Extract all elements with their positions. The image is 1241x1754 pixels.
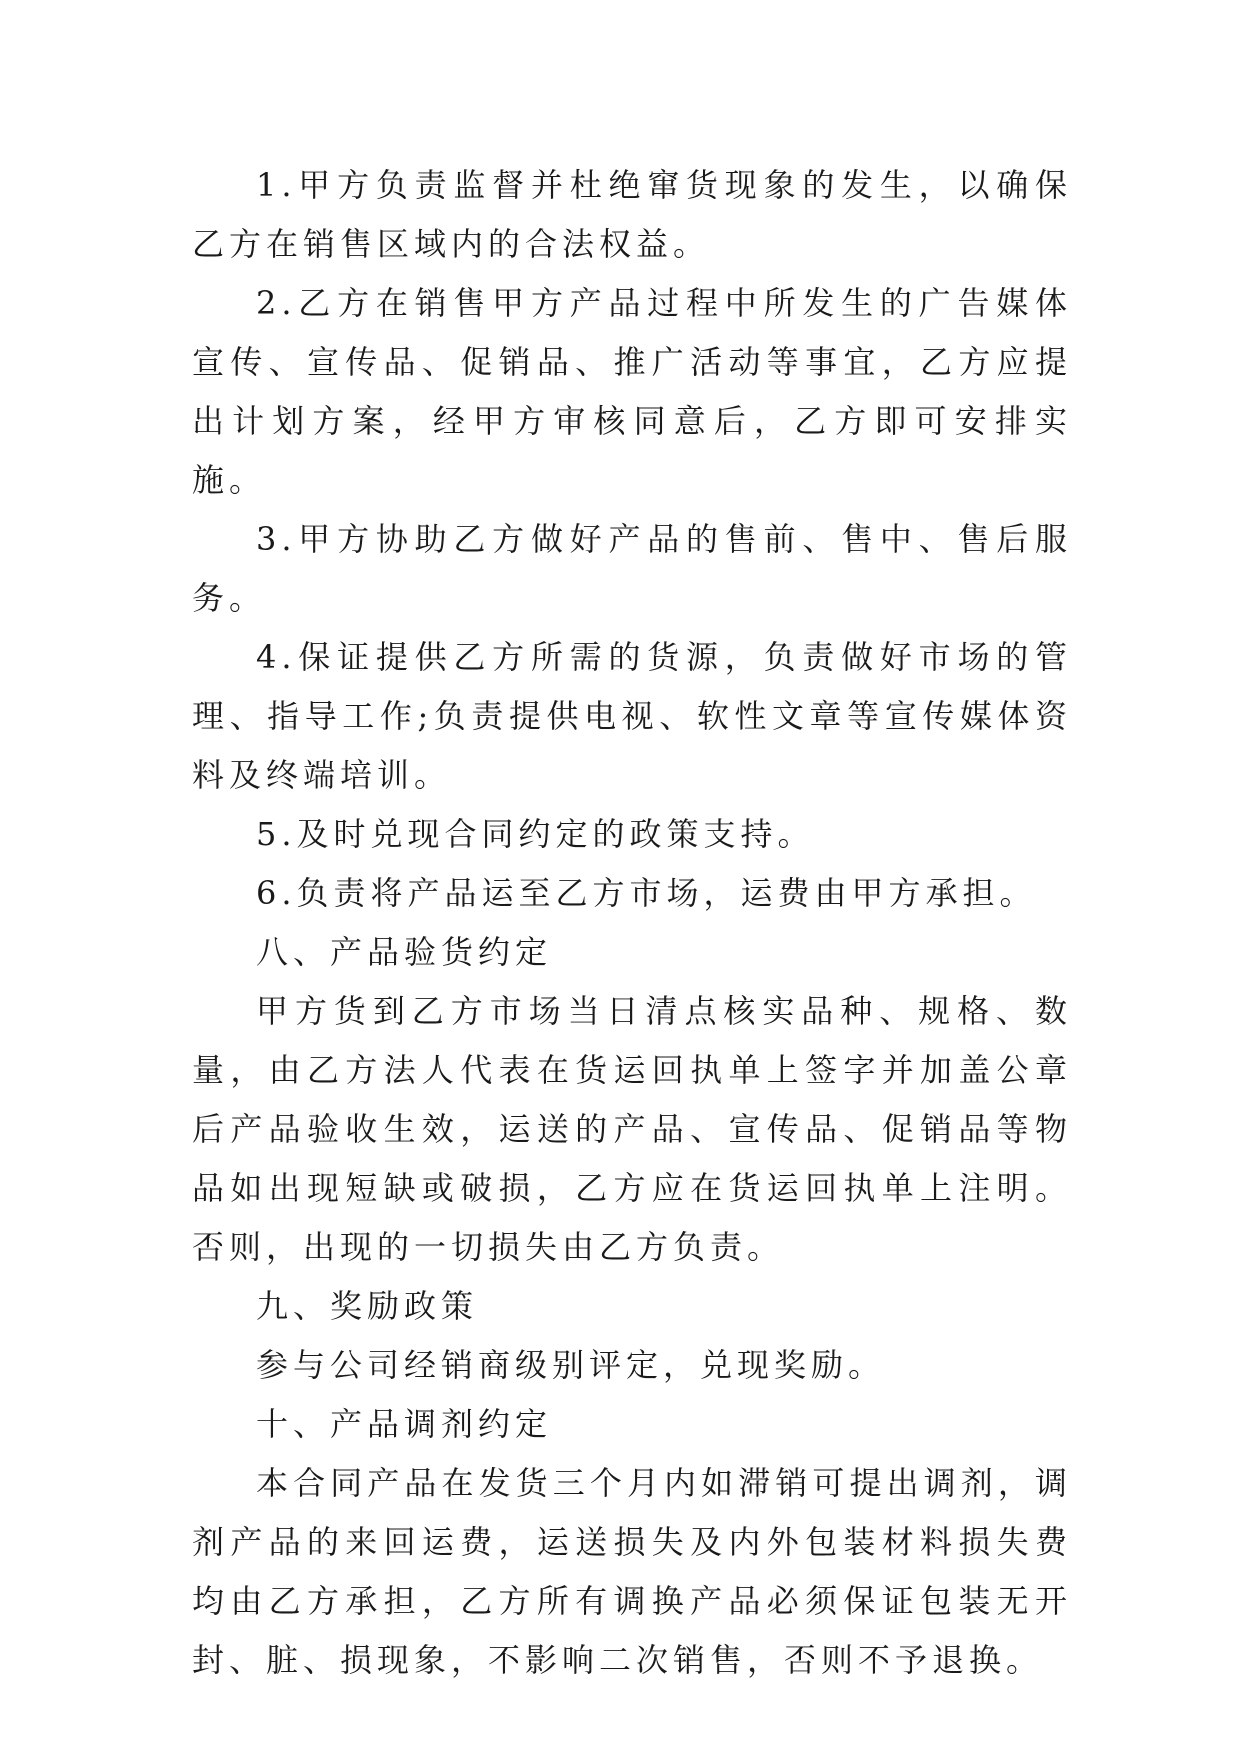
clause-4: 4.保证提供乙方所需的货源，负责做好市场的管理、指导工作;负责提供电视、软性文章等宣传媒体资料及终端培训。 (192, 638, 1072, 794)
clause-5: 5.及时兑现合同约定的政策支持。 (256, 815, 815, 853)
section-10-body: 本合同产品在发货三个月内如滞销可提出调剂，调剂产品的来回运费，运送损失及内外包装材料损失费均由乙方承担，乙方所有调换产品必须保证包装无开封、脏、损现象，不影响二次销售，否则不予退换。 (192, 1464, 1072, 1679)
document-body (192, 156, 1072, 1690)
clause-2: 2.乙方在销售甲方产品过程中所发生的广告媒体宣传、宣传品、促销品、推广活动等事宜，乙方应提出计划方案，经甲方审核同意后，乙方即可安排实施。 (192, 284, 1072, 499)
section-heading-9: 九、奖励政策 (256, 1287, 479, 1325)
section-8-body: 甲方货到乙方市场当日清点核实品种、规格、数量，由乙方法人代表在货运回执单上签字并加盖公章后产品验收生效，运送的产品、宣传品、促销品等物品如出现短缺或破损，乙方应在货运回执单上注明。否则，出现的一切损失由乙方负责。 (192, 992, 1072, 1266)
section-9-body: 参与公司经销商级别评定，兑现奖励。 (256, 1346, 886, 1384)
section-heading-10: 十、产品调剂约定 (256, 1405, 553, 1443)
section-heading-8: 八、产品验货约定 (256, 933, 553, 971)
clause-6: 6.负责将产品运至乙方市场，运费由甲方承担。 (256, 874, 1037, 912)
clause-3: 3.甲方协助乙方做好产品的售前、售中、售后服务。 (192, 520, 1072, 617)
clause-1: 1.甲方负责监督并杜绝窜货现象的发生，以确保乙方在销售区域内的合法权益。 (192, 166, 1072, 263)
